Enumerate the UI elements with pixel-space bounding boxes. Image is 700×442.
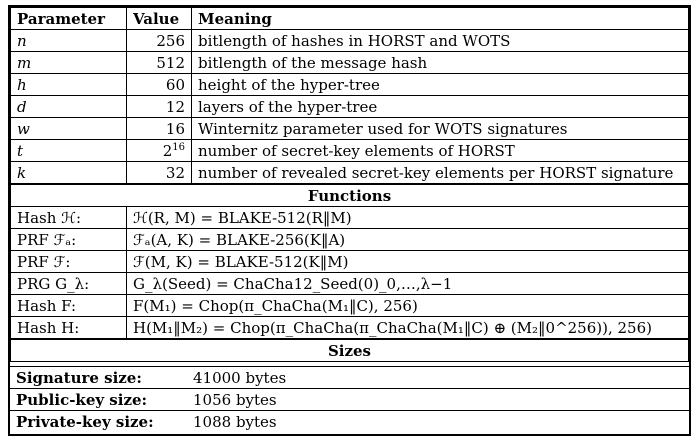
function-row bbox=[11, 295, 689, 317]
param-value-base: 2 bbox=[162, 141, 173, 160]
param-value bbox=[127, 140, 192, 162]
param-row bbox=[11, 74, 689, 96]
header-meaning: Meaning bbox=[192, 8, 689, 30]
size-value: 1088 bytes bbox=[187, 411, 689, 433]
param-meaning: number of secret-key elements of HORST bbox=[192, 140, 689, 162]
sizes-table bbox=[10, 366, 689, 432]
function-name: Hash ℋ: bbox=[11, 207, 127, 229]
param-meaning: Winternitz parameter used for WOTS signatures bbox=[192, 118, 689, 140]
function-definition: ℱ(M, K) = BLAKE-512(K‖M) bbox=[127, 251, 689, 273]
param-symbol: h bbox=[11, 74, 127, 96]
size-label: Private-key size: bbox=[10, 411, 187, 433]
param-row bbox=[11, 162, 689, 185]
function-name: PRG G_λ: bbox=[11, 273, 127, 295]
header-parameter: Parameter bbox=[11, 8, 127, 30]
function-name: Hash F: bbox=[11, 295, 127, 317]
param-value-exponent: 16 bbox=[172, 141, 185, 153]
function-definition: H(M₁‖M₂) = Chop(π_ChaCha(π_ChaCha(M₁‖C) ⊕ (M₂‖0^256)), 256) bbox=[127, 317, 689, 340]
size-row bbox=[10, 389, 689, 411]
spec-table bbox=[10, 7, 689, 362]
param-row bbox=[11, 96, 689, 118]
size-label: Public-key size: bbox=[10, 389, 187, 411]
function-row bbox=[11, 207, 689, 229]
param-meaning: height of the hyper-tree bbox=[192, 74, 689, 96]
header-value: Value bbox=[127, 8, 192, 30]
param-row bbox=[11, 52, 689, 74]
param-value: 60 bbox=[127, 74, 192, 96]
param-value: 32 bbox=[127, 162, 192, 185]
function-name: PRF ℱ: bbox=[11, 251, 127, 273]
function-name: Hash H: bbox=[11, 317, 127, 340]
param-meaning: layers of the hyper-tree bbox=[192, 96, 689, 118]
param-row bbox=[11, 30, 689, 52]
size-value: 41000 bytes bbox=[187, 367, 689, 389]
param-symbol: t bbox=[11, 140, 127, 162]
function-definition: G_λ(Seed) = ChaCha12_Seed(0)_0,…,λ−1 bbox=[127, 273, 689, 295]
function-definition: ℱₐ(A, K) = BLAKE-256(K‖A) bbox=[127, 229, 689, 251]
size-label: Signature size: bbox=[10, 367, 187, 389]
size-row bbox=[10, 367, 689, 389]
params-header-row bbox=[11, 8, 689, 30]
function-row bbox=[11, 229, 689, 251]
param-value: 256 bbox=[127, 30, 192, 52]
size-value: 1056 bytes bbox=[187, 389, 689, 411]
param-symbol: d bbox=[11, 96, 127, 118]
param-symbol: n bbox=[11, 30, 127, 52]
param-meaning: bitlength of the message hash bbox=[192, 52, 689, 74]
function-definition: F(M₁) = Chop(π_ChaCha(M₁‖C), 256) bbox=[127, 295, 689, 317]
size-row bbox=[10, 411, 689, 433]
function-row bbox=[11, 273, 689, 295]
function-row bbox=[11, 317, 689, 340]
param-meaning: number of revealed secret-key elements per HORST signature bbox=[192, 162, 689, 185]
spec-table-frame bbox=[8, 5, 691, 436]
param-symbol: k bbox=[11, 162, 127, 185]
param-meaning: bitlength of hashes in HORST and WOTS bbox=[192, 30, 689, 52]
param-symbol: m bbox=[11, 52, 127, 74]
param-value: 12 bbox=[127, 96, 192, 118]
param-row bbox=[11, 140, 689, 162]
function-definition: ℋ(R, M) = BLAKE-512(R‖M) bbox=[127, 207, 689, 229]
param-value: 16 bbox=[127, 118, 192, 140]
function-name: PRF ℱₐ: bbox=[11, 229, 127, 251]
functions-title: Functions bbox=[11, 184, 689, 207]
param-symbol: w bbox=[11, 118, 127, 140]
function-row bbox=[11, 251, 689, 273]
param-row bbox=[11, 118, 689, 140]
param-value: 512 bbox=[127, 52, 192, 74]
functions-title-row bbox=[11, 184, 689, 207]
sizes-title: Sizes bbox=[11, 339, 689, 362]
sizes-title-row bbox=[11, 339, 689, 362]
